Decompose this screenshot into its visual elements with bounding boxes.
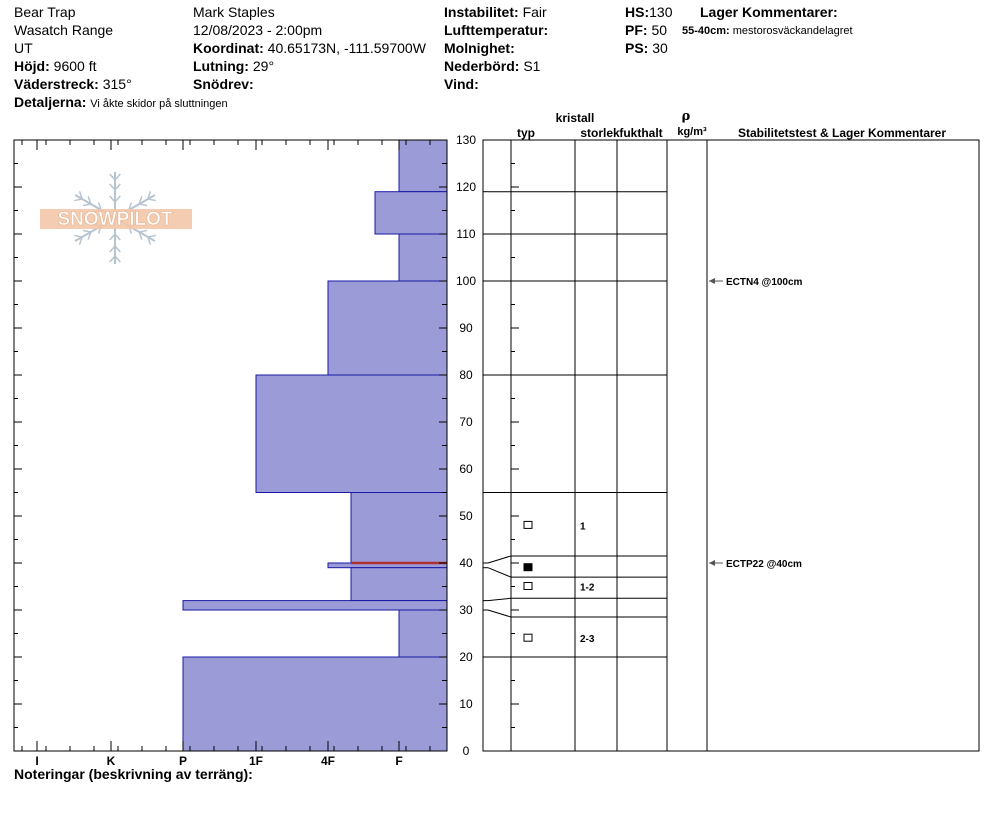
snowflake-branch bbox=[148, 235, 156, 237]
stability-test-label: ECTN4 @100cm bbox=[726, 277, 803, 288]
aspect-value: 315° bbox=[102, 76, 132, 92]
slope-label: Lutning: bbox=[193, 58, 249, 74]
col-stability-label: Stabilitetstest & Lager Kommentarer bbox=[737, 126, 947, 140]
pf-label: PF: bbox=[625, 22, 648, 38]
layer-comments-label: Lager Kommentarer: bbox=[700, 4, 838, 20]
snowflake-branch bbox=[83, 204, 91, 206]
hardness-label: I bbox=[35, 754, 39, 766]
col-type-label: typ bbox=[517, 126, 535, 140]
height-tick-label: 0 bbox=[462, 744, 470, 758]
grain-type-icon bbox=[524, 521, 532, 528]
layer-comment-range: 55-40cm: bbox=[682, 25, 730, 37]
stability-tests bbox=[709, 277, 803, 570]
height-tick-label: 60 bbox=[459, 462, 473, 476]
details-value: Vi åkte skidor på sluttningen bbox=[90, 98, 228, 110]
layer-bar bbox=[399, 610, 447, 657]
height-tick-label: 120 bbox=[455, 180, 477, 194]
grain-type-icon bbox=[524, 564, 532, 571]
pf-value: 50 bbox=[651, 22, 668, 38]
elevation-label: Höjd: bbox=[14, 58, 50, 74]
slope-value: 29° bbox=[252, 58, 275, 74]
col-size-label: storlek bbox=[580, 126, 620, 140]
grain-size-label: 2-3 bbox=[580, 634, 595, 646]
layer-bar bbox=[351, 493, 447, 564]
height-tick-label: 110 bbox=[456, 227, 476, 241]
datetime-value: 12/08/2023 - 2:00pm bbox=[193, 22, 323, 38]
details-label: Detaljerna: bbox=[14, 94, 87, 110]
stability-test-label: ECTP22 @40cm bbox=[726, 559, 802, 570]
height-tick-label: 90 bbox=[459, 321, 473, 335]
observer-name: Mark Staples bbox=[193, 4, 275, 20]
col-density-unit: kg/m³ bbox=[677, 126, 707, 138]
height-tick-label: 10 bbox=[459, 697, 473, 711]
col-crystal-label: kristall bbox=[555, 111, 595, 125]
coord-value: 40.65173N, -111.59700W bbox=[267, 40, 426, 56]
height-tick-label: 70 bbox=[459, 415, 473, 429]
col-density-symbol: ρ bbox=[681, 109, 691, 124]
layer-comment-text: mestorosväckandelagret bbox=[732, 25, 853, 37]
logo-text: SNOWPILOT bbox=[57, 209, 173, 230]
snowpilot-logo bbox=[40, 172, 192, 264]
boundary-connector bbox=[488, 610, 511, 617]
height-tick-label: 50 bbox=[459, 509, 473, 523]
test-arrow-head bbox=[709, 278, 715, 284]
grain-size-label: 1-2 bbox=[580, 582, 595, 594]
layer-bar bbox=[183, 657, 447, 751]
precip-value: S1 bbox=[523, 58, 541, 74]
height-tick-label: 20 bbox=[459, 650, 473, 664]
hs-label: HS: bbox=[625, 4, 650, 20]
height-tick-label: 100 bbox=[455, 274, 477, 288]
sky-label: Molnighet: bbox=[444, 40, 515, 56]
layer-bar bbox=[399, 140, 447, 192]
airtemp-label: Lufttemperatur: bbox=[444, 22, 549, 38]
hs-value: 130 bbox=[649, 4, 673, 20]
grid-frame bbox=[483, 140, 979, 751]
drift-label: Snödrev: bbox=[193, 76, 254, 92]
instability-value: Fair bbox=[522, 4, 547, 20]
notes-label: Noteringar (beskrivning av terräng): bbox=[14, 766, 253, 782]
boundary-connector bbox=[488, 568, 511, 577]
layer-bar bbox=[256, 375, 447, 493]
height-tick-label: 80 bbox=[459, 368, 473, 382]
wind-label: Vind: bbox=[444, 76, 479, 92]
boundary-connector bbox=[488, 598, 511, 600]
grain-type-icon bbox=[524, 634, 532, 641]
hardness-layers bbox=[183, 140, 447, 751]
precip-label: Nederbörd: bbox=[444, 58, 520, 74]
layer-bar bbox=[328, 281, 447, 375]
layer-bar bbox=[399, 234, 447, 281]
location-name: Bear Trap bbox=[14, 4, 76, 20]
col-moisture-label: fukthalt bbox=[619, 126, 663, 140]
coord-label: Koordinat: bbox=[193, 40, 264, 56]
ps-label: PS: bbox=[625, 40, 649, 56]
snowflake-branch bbox=[74, 199, 82, 201]
layer-bar bbox=[375, 192, 447, 234]
height-tick-label: 40 bbox=[459, 556, 473, 570]
snowflake-branch bbox=[139, 230, 147, 232]
ps-value: 30 bbox=[652, 40, 668, 56]
hardness-label: K bbox=[106, 754, 116, 766]
hardness-label: 1F bbox=[248, 754, 264, 766]
hardness-label: P bbox=[178, 754, 188, 766]
elevation-value: 9600 ft bbox=[53, 58, 97, 74]
height-tick-label: 30 bbox=[459, 603, 473, 617]
snowflake-branch bbox=[148, 199, 156, 201]
snowflake-branch bbox=[83, 230, 91, 232]
grain-rows bbox=[524, 521, 595, 645]
state-name: UT bbox=[14, 40, 33, 56]
instability-label: Instabilitet: bbox=[444, 4, 519, 20]
layer-bar bbox=[183, 601, 447, 610]
grain-size-label: 1 bbox=[580, 521, 586, 533]
test-arrow-head bbox=[709, 560, 715, 566]
layer-grid bbox=[483, 140, 979, 751]
hardness-label: 4F bbox=[320, 754, 336, 766]
snowflake-branch bbox=[74, 235, 82, 237]
range-name: Wasatch Range bbox=[14, 22, 114, 38]
snowflake-branch bbox=[139, 204, 147, 206]
hardness-label: F bbox=[395, 754, 403, 766]
height-tick-label: 130 bbox=[455, 133, 477, 147]
grain-type-icon bbox=[524, 583, 532, 590]
boundary-connector bbox=[488, 556, 511, 563]
layer-bar bbox=[351, 568, 447, 601]
aspect-label: Väderstreck: bbox=[14, 76, 99, 92]
